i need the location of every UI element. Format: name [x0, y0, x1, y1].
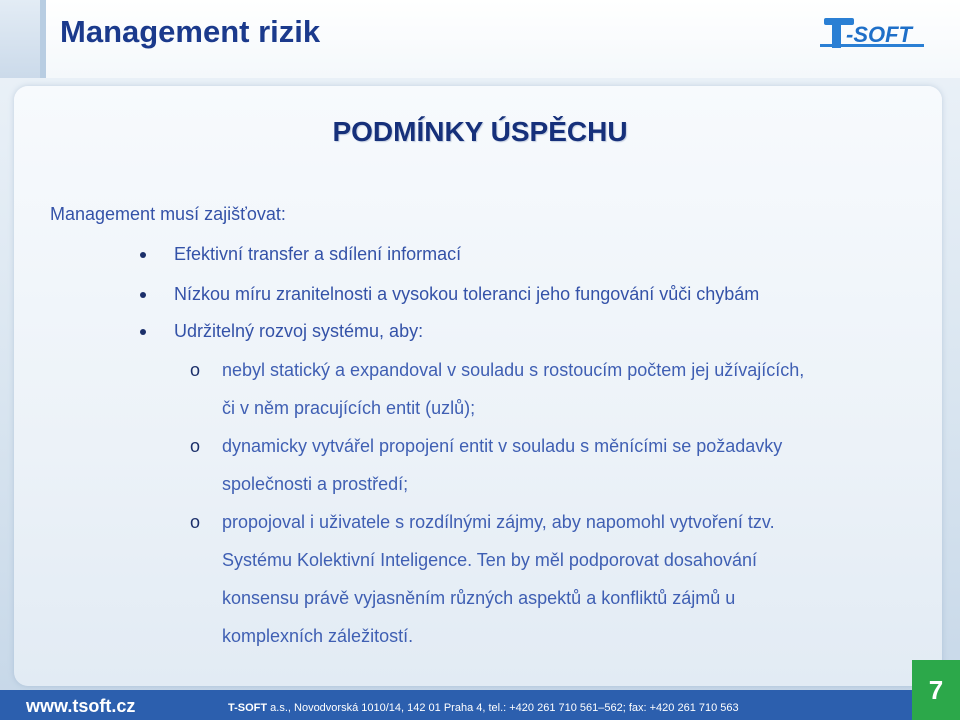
sub-item-line: dynamicky vytvářel propojení entit v souladu s měnícími se požadavky [222, 436, 783, 456]
header-accent [0, 0, 40, 78]
sub-item-line: nebyl statický a expandoval v souladu s rostoucím počtem jej užívajících, [222, 360, 805, 380]
bullet-text: Nízkou míru zranitelnosti a vysokou toleranci jeho fungování vůči chybám [174, 284, 760, 304]
sub-item-line: propojoval i uživatele s rozdílnými zájmy, aby napomohl vytvoření tzv. [222, 512, 775, 532]
sub-item-line: konsensu právě vyjasněním různých aspektů a konfliktů zájmů u [222, 588, 736, 608]
intro-text: Management musí zajišťovat: [50, 204, 286, 224]
bullet-dot [140, 292, 146, 298]
bullet-dot [140, 252, 146, 258]
sub-item-line: společnosti a prostředí; [222, 474, 409, 494]
sub-marker: o [190, 512, 201, 532]
bullet-text: Udržitelný rozvoj systému, aby: [174, 321, 424, 341]
sub-item-line: komplexních záležitostí. [222, 626, 414, 646]
footer-company-info [228, 702, 739, 714]
slide-subtitle: PODMÍNKY ÚSPĚCHU [332, 116, 628, 147]
sub-marker: o [190, 436, 201, 456]
footer-company-name: T-SOFT [228, 702, 268, 714]
sub-marker: o [190, 360, 201, 380]
tsoft-logo [818, 14, 928, 58]
header-accent-stripe [40, 0, 46, 78]
page-title: Management rizik [60, 14, 321, 49]
svg-text:-SOFT: -SOFT [846, 22, 912, 47]
sub-item-line: či v něm pracujících entit (uzlů); [222, 398, 476, 418]
footer-address: a.s., Novodvorská 1010/14, 142 01 Praha 4, tel.: +420 261 710 561–562; fax: +420 261 710 563 [267, 702, 739, 714]
page-number-badge: 7 [912, 660, 960, 720]
bullet-text: Efektivní transfer a sdílení informací [174, 244, 462, 264]
sub-item-line: Systému Kolektivní Inteligence. Ten by měl podporovat dosahování [222, 550, 757, 570]
footer-website-link[interactable]: www.tsoft.cz [26, 696, 136, 716]
bullet-dot [140, 329, 146, 335]
